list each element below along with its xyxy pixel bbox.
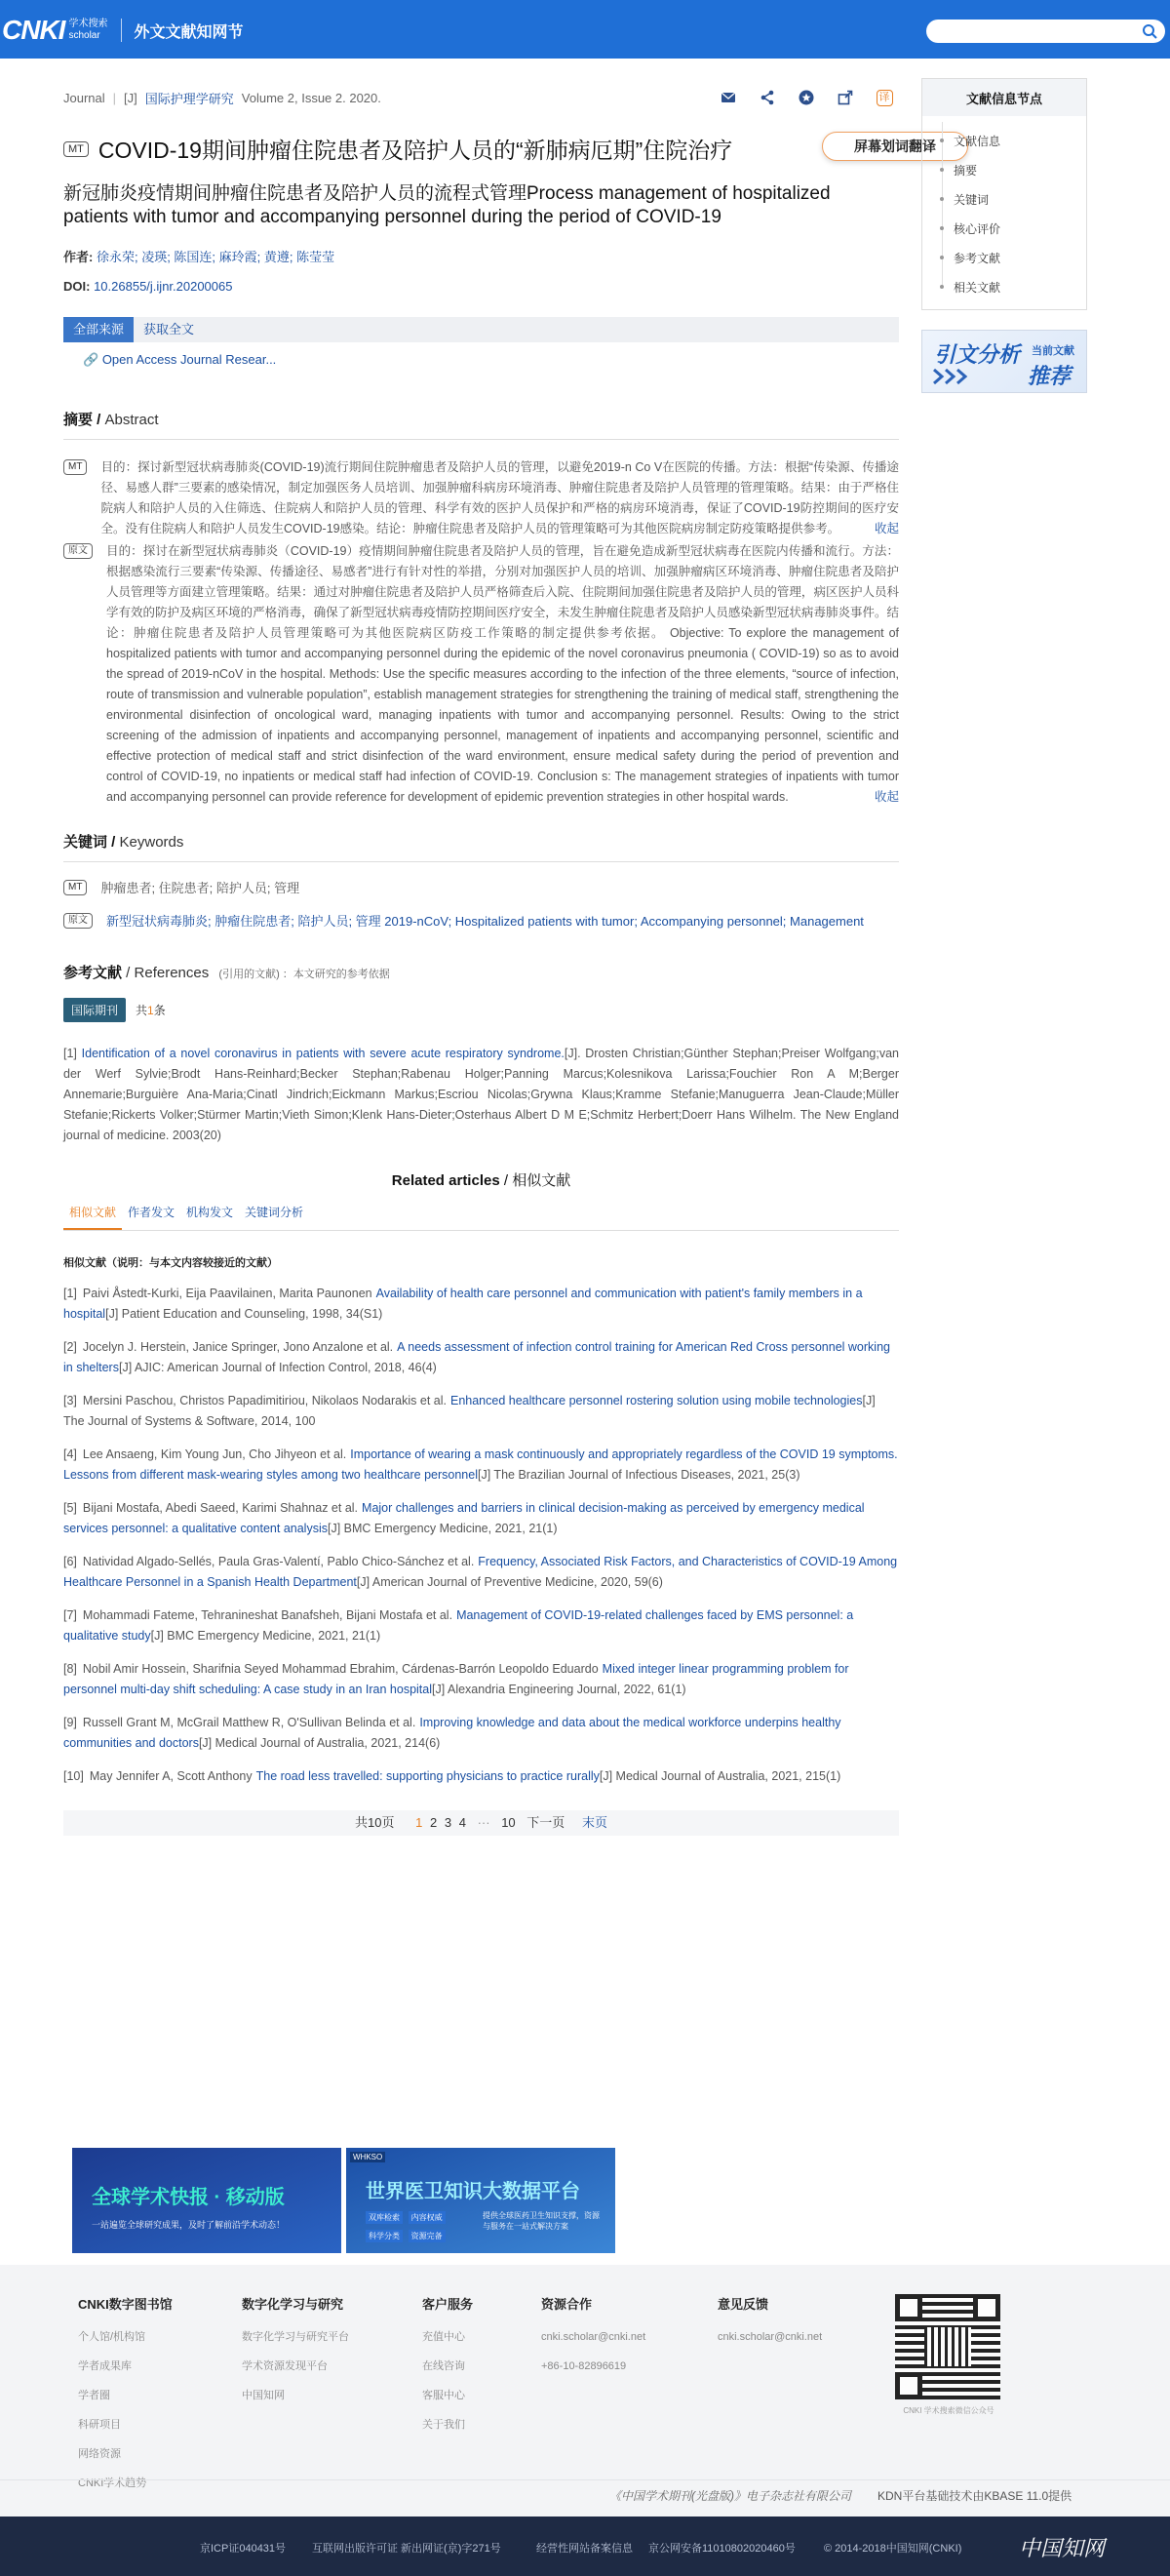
footer-link: +86-10-82896619 bbox=[541, 2360, 627, 2372]
similar-article-authors: Nobil Amir Hossein, Sharifnia Seyed Mohammad Ebrahim, Cárdenas-Barrón Leopoldo Eduardo bbox=[82, 1662, 599, 1676]
mt-badge: MT bbox=[63, 141, 89, 157]
page-2[interactable]: 2 bbox=[430, 1815, 438, 1830]
tab-all-sources[interactable]: 全部来源 bbox=[63, 317, 134, 342]
similar-article-title-link[interactable]: Frequency, Associated Risk Factors, and Characteristics of COVID-19 Among Healthcare Personnel in a Spanish Health Department bbox=[63, 1555, 898, 1589]
similar-article-item: [1] Paivi Åstedt-Kurki, Eija Paavilainen, Marita Paunonen Availability of health care personnel and communication with patient's family members in a hospital[J] Patient Education and Counseling, 1998, 34(S1) bbox=[63, 1287, 863, 1321]
abstract-heading: 摘要 / Abstract bbox=[63, 409, 899, 440]
references-heading: 参考文献 / References (引用的文献) ：本文研究的参考依据 bbox=[63, 965, 390, 981]
pagination bbox=[63, 1810, 899, 1836]
translate-popup[interactable]: 屏幕划词翻译 bbox=[822, 132, 968, 161]
related-tabs bbox=[63, 1204, 899, 1231]
banner-left-title: 全球学术快报 · 移动版 bbox=[92, 2187, 285, 2208]
footer-col-library: CNKI数字图书馆 个人馆/机构馆 学者成果库 学者圈 科研项目 网络资源 CNKI学术趋势 bbox=[78, 2294, 173, 2498]
icp-link[interactable]: 京ICP证040431号 bbox=[200, 2543, 287, 2555]
references-title-cn: 参考文献 bbox=[63, 965, 123, 981]
references-count: 共1条 bbox=[136, 1004, 166, 1017]
abstract-original bbox=[63, 541, 899, 808]
copyright: © 2014-2018中国知网(CNKI) bbox=[824, 2543, 962, 2555]
journal-link[interactable]: 国际护理学研究 bbox=[144, 91, 234, 106]
footer-link[interactable]: 个人馆/机构馆 bbox=[78, 2331, 146, 2343]
source-tabs bbox=[63, 317, 899, 342]
sidebar-title: 文献信息节点 bbox=[922, 79, 1086, 116]
translate-icon: 译 bbox=[877, 90, 893, 106]
sidebar-item-related[interactable]: 相关文献 bbox=[942, 272, 1086, 301]
pager-total: 共10页 bbox=[355, 1815, 395, 1830]
similar-article-item: [7] Mohammadi Fateme, Tehranineshat Banafsheh, Bijani Mostafa et al. Management of COVID-19-related challenges faced by EMS personnel: a qualitative study[J] BMC Emergency Medicine, 2021, 21(1) bbox=[63, 1608, 854, 1643]
similar-article-item: [5] Bijani Mostafa, Abedi Saeed, Karimi Shahnaz et al. Major challenges and barriers in clinical decision-making as perceived by emergency medical services personnel: a qualitative content analysis[J] BMC Emergency Medicine, 2021, 21(1) bbox=[63, 1501, 865, 1535]
footer-link[interactable]: 在线咨询 bbox=[422, 2360, 465, 2372]
references-note: (引用的文献) ：本文研究的参考依据 bbox=[218, 969, 390, 980]
keywords-mt bbox=[63, 878, 899, 899]
related-title-en: Related articles bbox=[391, 1172, 500, 1189]
similar-article-authors: Russell Grant M, McGrail Matthew R, O'Sullivan Belinda et al. bbox=[82, 1716, 416, 1729]
translate-button[interactable] bbox=[870, 88, 899, 107]
footer-link[interactable]: 学者成果库 bbox=[78, 2360, 132, 2372]
abstract-title-cn: 摘要 bbox=[63, 412, 94, 428]
similar-article-title-link[interactable]: Improving knowledge and data about the medical workforce underpins healthy communities and doctors bbox=[63, 1716, 841, 1750]
oa-source-text[interactable]: Open Access Journal Resear... bbox=[101, 352, 277, 367]
footer-link[interactable]: 充值中心 bbox=[422, 2331, 465, 2343]
doi bbox=[63, 279, 899, 294]
orig-tag: 原文 bbox=[63, 913, 93, 929]
page-4[interactable]: 4 bbox=[458, 1815, 466, 1830]
footer-link[interactable]: 学术资源发现平台 bbox=[242, 2360, 328, 2372]
logo-sub-en: scholar bbox=[68, 30, 100, 41]
banner-left-sub: 一站遍览全球研究成果，及时了解前沿学术动态！ bbox=[92, 2220, 286, 2230]
qr-code bbox=[895, 2294, 1000, 2399]
collapse-orig-button[interactable]: 收起 bbox=[874, 790, 899, 804]
similar-article-authors: Paivi Åstedt-Kurki, Eija Paavilainen, Marita Paunonen bbox=[82, 1287, 372, 1300]
next-page-button[interactable]: 下一页 bbox=[526, 1815, 566, 1830]
similar-article-source: [J] Patient Education and Counseling, 1998, 34(S1) bbox=[105, 1307, 383, 1321]
promo-sub: 当前文献 bbox=[1032, 345, 1074, 357]
abstract-orig-text: 目的：探讨在新型冠状病毒肺炎（COVID-19）疫情期间肿瘤住院患者及陪护人员的管理，旨在避免造成新型冠状病毒在医院内传播和流行。方法：根据感染流行三要素“传染源、传播途径、易感者”进行有针对性的举措，分别对加强医护人员的培训、加强肿瘤病区环境消毒、肿瘤住院患者及陪护人员管理等方面建立管理策略。结果：通过对肿瘤住院患者及陪护人员严格筛查后入院、住院期间加强住院患者及陪护人员的管理，病区医护人员科学有效的防护及病区环境的严格消毒，确保了新型冠状病毒疫情防控期间医疗安全，未发生肿瘤住院患者及陪护人员感染新型冠状病毒肺炎事件。结论：肿瘤住院患者及陪护人员管理策略可为其他医院病区防疫工作策略的制定提供参考依据。 Objective: To explore the management of hospitalized patients with tumor and accompanying personnel during the epidemic of the novel coronavirus pneumonia ( COVID-19) so as to avoid the spread of 2019-nCoV in the hospital. Methods: Use the specific measures according to the infection of the three elements, “source of infection, route of transmission and vulnerable population”, establish management strategies for strengthening the training of medical staff, strengthening the environmental disinfection of oncological ward, managing inpatients with tumor and accompanying personnel. Results: Owing to the strict screening of the admission of inpatients and accompanying personnel, management of inpatients and accompanying personnel, scientific and effective protection of medical staff and strict disinfection of the ward environment, ensure medical safety during the period of prevention and control of COVID-19, no inpatients or medical staff had infection of COVID-19. Conclusion s: The management strategies of inpatients with tumor and accompanying personnel can provide reference for development of epidemic prevention strategies in other hospital wards. bbox=[106, 544, 899, 804]
site-name: 外文文献知网节 bbox=[134, 23, 244, 41]
oa-source-link[interactable] bbox=[83, 352, 899, 368]
similar-article-source: [J] Medical Journal of Australia, 2021, 214(6) bbox=[198, 1736, 441, 1750]
footer-col-feedback: 意见反馈 cnki.scholar@cnki.net bbox=[718, 2294, 822, 2352]
search-icon[interactable] bbox=[1142, 23, 1157, 39]
bottom-bar bbox=[0, 2517, 1170, 2576]
similar-article-item: [4] Lee Ansaeng, Kim Young Jun, Cho Jihyeon et al. Importance of wearing a mask continuously and appropriately regardless of the COVID 19 symptoms. Lessons from different mask-wearing styles among two healthcare personnel[J] The Brazilian Journal of Infectious Diseases, 2021, 25(3) bbox=[63, 1447, 898, 1482]
footer-link[interactable]: cnki.scholar@cnki.net bbox=[718, 2331, 823, 2343]
tab-intl-journals[interactable]: 国际期刊 bbox=[63, 998, 126, 1022]
title-original: 新冠肺炎疫情期间肿瘤住院患者及陪护人员的流程式管理Process management of hospitalized patients with tumor and accompanying personnel during the period of COVID-19 bbox=[63, 183, 831, 227]
similar-article-authors: Mersini Paschou, Christos Papadimitiriou, Nikolaos Nodarakis et al. bbox=[82, 1394, 447, 1407]
tech-text: KDN平台基础技术由KBASE 11.0提供 bbox=[878, 2489, 1072, 2503]
link-icon: 🔗 bbox=[83, 352, 99, 367]
cnki-brand-logo[interactable]: 中国知网 bbox=[1019, 2537, 1106, 2561]
doi-link[interactable]: 10.26855/j.ijnr.20200065 bbox=[94, 279, 233, 294]
footer-link[interactable]: 数字化学习与研究平台 bbox=[242, 2331, 349, 2343]
search-input[interactable] bbox=[926, 20, 1165, 43]
article-toolbar bbox=[714, 88, 899, 107]
citation-analysis-banner[interactable] bbox=[921, 330, 1087, 393]
footer-col-service: 客户服务 充值中心 在线咨询 客服中心 关于我们 bbox=[422, 2294, 473, 2439]
references-tabbar bbox=[63, 998, 899, 1022]
similar-article-source: [J] Medical Journal of Australia, 2021, 215(1) bbox=[599, 1769, 841, 1783]
authors-list[interactable]: 徐永荣; 凌瑛; 陈国连; 麻玲霞; 黄遵; 陈莹莹 bbox=[96, 250, 335, 264]
similar-list bbox=[63, 1284, 899, 1787]
page-title: COVID-19期间肿瘤住院患者及陪护人员的“新肺病厄期”住院治疗 bbox=[98, 138, 733, 163]
similar-article-authors: May Jennifer A, Scott Anthony bbox=[89, 1769, 253, 1783]
title-cn-row bbox=[63, 133, 899, 165]
similar-article-item: [3] Mersini Paschou, Christos Papadimitiriou, Nikolaos Nodarakis et al. Enhanced healthcare personnel rostering solution using mobile technologies[J] The Journal of Systems & Software, 2014, 100 bbox=[63, 1394, 876, 1428]
footer-link[interactable]: cnki.scholar@cnki.net bbox=[541, 2331, 646, 2343]
similar-article-item: [2] Jocelyn J. Herstein, Janice Springer, Jono Anzalone et al. A needs assessment of infection control training for American Red Cross personnel working in shelters[J] AJIC: American Journal of Infection Control, 2018, 46(4) bbox=[63, 1340, 890, 1374]
similar-article-title-link[interactable]: A needs assessment of infection control training for American Red Cross personnel working in shelters bbox=[63, 1340, 890, 1374]
footer-link[interactable]: 客服中心 bbox=[422, 2390, 465, 2401]
reference-title-link[interactable]: Identification of a novel coronavirus in patients with severe acute respiratory syndrome. bbox=[81, 1047, 565, 1060]
banner-right-title: 世界医卫知识大数据平台 bbox=[366, 2181, 580, 2202]
similar-article-source: [J] AJIC: American Journal of Infection Control, 2018, 46(4) bbox=[118, 1361, 437, 1374]
similar-article-item: [10] May Jennifer A, Scott Anthony The road less travelled: supporting physicians to practice rurally[J] Medical Journal of Australia, 2021, 215(1) bbox=[63, 1769, 841, 1783]
orig-tag: 原文 bbox=[63, 543, 93, 559]
mt-tag: MT bbox=[63, 459, 87, 475]
footer-link[interactable]: 科研项目 bbox=[78, 2419, 121, 2431]
tab-similar[interactable]: 相似文献 bbox=[63, 1204, 122, 1230]
references-title-en: References bbox=[134, 965, 210, 981]
similar-article-authors: Jocelyn J. Herstein, Janice Springer, Jono Anzalone et al. bbox=[82, 1340, 394, 1354]
sidebar-item-evaluation[interactable]: 核心评价 bbox=[942, 214, 1086, 243]
similar-article-authors: Natividad Algado-Sellés, Paula Gras-Valentí, Pablo Chico-Sánchez et al. bbox=[82, 1555, 475, 1568]
related-heading: Related articles / 相似文献 bbox=[391, 1172, 571, 1189]
similar-article-item: [8] Nobil Amir Hossein, Sharifnia Seyed Mohammad Ebrahim, Cárdenas-Barrón Leopoldo Eduardo Mixed integer linear programming problem for personnel multi-day shift scheduling: A case study in an Iran hospital[J] Alexandria Engineering Journal, 2022, 61(1) bbox=[63, 1662, 849, 1696]
sidebar-item-abstract[interactable]: 摘要 bbox=[942, 155, 1086, 184]
biz-record-link[interactable]: 经营性网站备案信息 bbox=[536, 2543, 633, 2555]
mt-tag: MT bbox=[63, 880, 87, 895]
logo-main: CNKI bbox=[2, 15, 65, 45]
sidebar-item-references[interactable]: 参考文献 bbox=[942, 243, 1086, 272]
related-subtitle: 相似文献（说明：与本文内容较接近的文献） bbox=[63, 1257, 278, 1269]
email-button[interactable] bbox=[714, 88, 743, 107]
sidebar-item-info[interactable]: 文献信息 bbox=[942, 126, 1086, 155]
footer bbox=[0, 2265, 1170, 2517]
article-meta: Journal | [J] 国际护理学研究 Volume 2, Issue 2. 2020. bbox=[63, 90, 381, 106]
page-10[interactable]: 10 bbox=[501, 1815, 516, 1830]
whkso-banner[interactable]: WHKSO 世界医卫知识大数据平台 双库检索 内容权威 科学分类 资源完备 提供全球医药卫生知识支撑，资源与服务在一站式解决方案 bbox=[346, 2148, 615, 2253]
tab-keyword-analysis[interactable]: 关键词分析 bbox=[245, 1206, 304, 1219]
abstract-title-en: Abstract bbox=[104, 412, 159, 428]
footer-col-cooperation: 资源合作 cnki.scholar@cnki.net +86-10-82896619 bbox=[541, 2294, 645, 2381]
pager-ellipsis: ··· bbox=[477, 1815, 490, 1830]
footer-link[interactable]: 学者圈 bbox=[78, 2390, 110, 2401]
authors-label: 作者: bbox=[63, 250, 94, 264]
article-badge: [J] bbox=[124, 90, 137, 105]
police-record-link[interactable]: 京公网安备11010802020460号 bbox=[648, 2543, 796, 2555]
keywords-title-en: Keywords bbox=[119, 834, 184, 851]
page-3[interactable]: 3 bbox=[444, 1815, 452, 1830]
promo-title: 引文分析 bbox=[934, 342, 1021, 367]
similar-article-authors: Lee Ansaeng, Kim Young Jun, Cho Jihyeon et al. bbox=[82, 1447, 347, 1461]
similar-article-source: [J] BMC Emergency Medicine, 2021, 21(1) bbox=[150, 1629, 381, 1643]
footer-col-learning: 数字化学习与研究 数字化学习与研究平台 学术资源发现平台 中国知网 bbox=[242, 2294, 349, 2410]
keywords-heading: 关键词 / Keywords bbox=[63, 831, 899, 862]
keywords-original bbox=[63, 911, 899, 932]
abstract-mt-text: 目的：探讨新型冠状病毒肺炎(COVID-19)流行期间住院肿瘤患者及陪护人员的管理，以避免2019-n Co V在医院的传播。方法：根据“传染源、传播途径、易感人群”三要素的感染情况，制定加强医务人员培训、加强肿瘤科病房环境消毒、肿瘤住院患者及陪护人员管理的管理策略。结果：由于严格住院病人和陪护人员的入住筛选、住院病人和陪护人员的管理、科学有效的医护人员保护和严格的病房环境消毒，保证了COVID-19防控期间的医疗安全。没有住院病人和陪护人员发生COVID-19感染。结论：肿瘤住院患者及陪护人员的管理策略可为其他医院病房制定防疫策略提供参考。 bbox=[100, 460, 899, 535]
similar-article-item: [9] Russell Grant M, McGrail Matthew R, O'Sullivan Belinda et al. Improving knowledge and data about the medical workforce underpins healthy communities and doctors[J] Medical Journal of Australia, 2021, 214(6) bbox=[63, 1716, 841, 1750]
similar-article-source: [J] BMC Emergency Medicine, 2021, 21(1) bbox=[327, 1522, 558, 1535]
last-page-button[interactable]: 末页 bbox=[581, 1815, 607, 1830]
similar-article-authors: Mohammadi Fateme, Tehranineshat Banafsheh, Bijani Mostafa et al. bbox=[82, 1608, 453, 1622]
promo-recommend: 推荐 bbox=[1028, 364, 1072, 388]
similar-article-authors: Bijani Mostafa, Abedi Saeed, Karimi Shahnaz et al. bbox=[82, 1501, 359, 1515]
article-type: Journal bbox=[63, 90, 105, 105]
footer-link[interactable]: CNKI学术趋势 bbox=[78, 2477, 147, 2489]
share-nodes-icon bbox=[760, 90, 775, 105]
top-header bbox=[0, 0, 1170, 59]
sidebar-item-keywords[interactable]: 关键词 bbox=[942, 184, 1086, 214]
banner-right-desc: 提供全球医药卫生知识支撑，资源与服务在一站式解决方案 bbox=[483, 2211, 600, 2231]
tab-org-papers[interactable]: 机构发文 bbox=[186, 1206, 234, 1219]
chevrons-icon bbox=[932, 368, 991, 385]
keywords-mt-text: 肿瘤患者; 住院患者; 陪护人员; 管理 bbox=[100, 881, 300, 895]
email-icon bbox=[721, 90, 736, 105]
star-icon bbox=[799, 90, 814, 105]
authors bbox=[63, 247, 899, 265]
similar-article-source: [J] American Journal of Preventive Medicine, 2020, 59(6) bbox=[356, 1575, 663, 1589]
logo-divider bbox=[121, 19, 122, 42]
export-button[interactable] bbox=[831, 88, 860, 107]
footer-link[interactable]: 中国知网 bbox=[242, 2390, 285, 2401]
doi-label: DOI: bbox=[63, 279, 91, 294]
similar-article-title-link[interactable]: Major challenges and barriers in clinical decision-making as perceived by emergency medical services personnel: a qualitative content analysis bbox=[63, 1501, 865, 1535]
reference-item: [1] Identification of a novel coronavirus in patients with severe acute respiratory syndrome.[J]. Drosten Christian;Günther Stephan;Preiser Wolfgang;van der Werf Sylvie;Brodt Hans-Reinhard;Becker Stephan;Rabenau Holger;Panning Marcus;Kolesnikova Larissa;Fouchier Ron A M;Berger Annemarie;Burguière Ana-Maria;Cinatl Jindrich;Eickmann Markus;Escriou Nicolas;Grywna Klaus;Kramme Stefanie;Manuguerra Jean-Claude;Müller Stefanie;Rickerts Volker;Stürmer Martin;Vieth Simon;Klenk Hans-Dieter;Osterhaus Albert D M E;Schmitz Herbert;Doerr Hans Wilhelm. The New England journal of medicine. 2003(20) bbox=[63, 1047, 900, 1142]
similar-article-title-link[interactable]: The road less travelled: supporting physicians to practice rurally bbox=[255, 1769, 600, 1783]
share-button[interactable] bbox=[753, 88, 782, 107]
similar-article-title-link[interactable]: Management of COVID-19-related challenges faced by EMS personnel: a qualitative study bbox=[63, 1608, 854, 1643]
tab-get-fulltext[interactable]: 获取全文 bbox=[143, 322, 195, 337]
sidebar-nav bbox=[921, 78, 1087, 310]
pub-license-link[interactable]: 互联网出版许可证 新出网证(京)字271号 bbox=[312, 2543, 501, 2555]
academic-express-banner[interactable] bbox=[72, 2148, 341, 2253]
collapse-mt-button[interactable]: 收起 bbox=[874, 522, 899, 535]
keywords-title-cn: 关键词 bbox=[63, 834, 108, 851]
abstract-mt bbox=[63, 457, 899, 539]
article-main bbox=[63, 88, 899, 1836]
footer-link[interactable]: 网络资源 bbox=[78, 2448, 121, 2460]
similar-article-title-link[interactable]: Importance of wearing a mask continuously and appropriately regardless of the COVID 19 symptoms. Lessons from different mask-wearing styles among two healthcare personnel bbox=[63, 1447, 898, 1482]
export-icon bbox=[838, 90, 853, 105]
related-title-cn: 相似文献 bbox=[512, 1172, 571, 1189]
similar-article-item: [6] Natividad Algado-Sellés, Paula Gras-Valentí, Pablo Chico-Sánchez et al. Frequency, Associated Risk Factors, and Characteristics of COVID-19 Among Healthcare Personnel in a Spanish Health Department[J] American Journal of Preventive Medicine, 2020, 59(6) bbox=[63, 1555, 898, 1589]
similar-article-source: [J] The Journal of Systems & Software, 2014, 100 bbox=[63, 1394, 876, 1428]
similar-article-title-link[interactable]: Availability of health care personnel and communication with patient's family members in a hospital bbox=[63, 1287, 863, 1321]
qr-caption: CNKI 学术搜索微信公众号 bbox=[903, 2406, 994, 2415]
similar-article-source: [J] The Brazilian Journal of Infectious Diseases, 2021, 25(3) bbox=[477, 1468, 800, 1482]
cnki-logo[interactable] bbox=[0, 14, 243, 47]
similar-article-source: [J] Alexandria Engineering Journal, 2022, 61(1) bbox=[432, 1683, 686, 1696]
volume-info: Volume 2, Issue 2. 2020. bbox=[241, 90, 381, 105]
logo-sub-cn: 学术搜索 bbox=[68, 19, 108, 29]
keywords-orig-links[interactable]: 新型冠状病毒肺炎; 肿瘤住院患者; 陪护人员; 管理 2019-nCoV; Hospitalized patients with tumor; Accompanying personnel; Management bbox=[106, 914, 864, 929]
similar-article-title-link[interactable]: Enhanced healthcare personnel rostering solution using mobile technologies bbox=[449, 1394, 863, 1407]
banner-right-tag: WHKSO bbox=[350, 2152, 385, 2162]
favorite-button[interactable] bbox=[792, 88, 821, 107]
similar-article-title-link[interactable]: Mixed integer linear programming problem for personnel multi-day shift scheduling: A case study in an Iran hospital bbox=[63, 1662, 849, 1696]
footer-link[interactable]: 关于我们 bbox=[422, 2419, 465, 2431]
page-1[interactable]: 1 bbox=[415, 1815, 423, 1830]
tab-author-papers[interactable]: 作者发文 bbox=[128, 1206, 176, 1219]
publisher-text: 《中国学术期刊(光盘版)》电子杂志社有限公司 bbox=[609, 2489, 851, 2503]
